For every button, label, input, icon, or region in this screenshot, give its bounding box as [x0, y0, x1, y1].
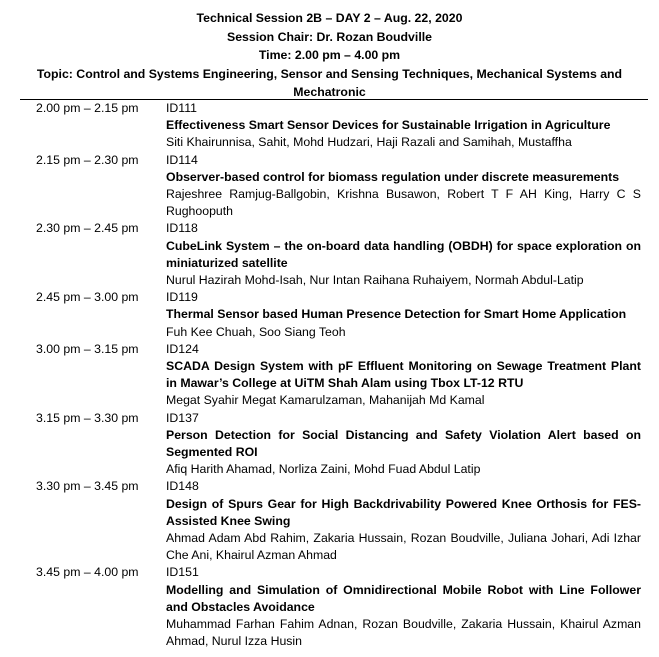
paper-authors: Fuh Kee Chuah, Soo Siang Teoh — [166, 324, 346, 339]
schedule-row — [0, 289, 659, 341]
time-slot: 3.45 pm – 4.00 pm — [36, 565, 139, 580]
paper-authors: Muhammad Farhan Fahim Adnan, Rozan Boudville, Zakaria Hussain, Khairul Azman Ahmad, Nurul Izza Husin — [166, 617, 641, 649]
session-title: Technical Session 2B – DAY 2 – Aug. 22, 2020 — [196, 11, 463, 25]
time-slot: 2.45 pm – 3.00 pm — [36, 290, 139, 305]
schedule-row — [0, 410, 659, 479]
schedule-row — [0, 100, 659, 152]
paper-id: ID148 — [166, 479, 199, 494]
paper-title: Thermal Sensor based Human Presence Detection for Smart Home Application — [166, 307, 627, 322]
paper-authors: Nurul Hazirah Mohd-Isah, Nur Intan Raihana Ruhaiyem, Normah Abdul-Latip — [166, 273, 584, 288]
paper-entry — [166, 152, 641, 221]
paper-entry — [166, 100, 641, 152]
paper-title: CubeLink System – the on-board data handling (OBDH) for space exploration on miniaturized satellite — [166, 238, 641, 270]
paper-authors: Megat Syahir Megat Kamarulzaman, Mahanijah Md Kamal — [166, 393, 485, 408]
paper-title: Design of Spurs Gear for High Backdrivability Powered Knee Orthosis for FES-Assisted Knee Swing — [166, 496, 641, 528]
session-time: Time: 2.00 pm – 4.00 pm — [258, 48, 401, 62]
session-chair: Session Chair: Dr. Rozan Boudville — [227, 29, 432, 44]
paper-title: Modelling and Simulation of Omnidirectional Mobile Robot with Line Follower and Obstacles Avoidance — [166, 582, 641, 614]
schedule-row — [0, 564, 659, 650]
paper-entry — [166, 410, 641, 479]
schedule-row — [0, 341, 659, 410]
paper-id: ID114 — [166, 152, 198, 167]
schedule-row — [0, 220, 659, 289]
paper-authors: Afiq Harith Ahamad, Norliza Zaini, Mohd Fuad Abdul Latip — [166, 462, 481, 477]
paper-id: ID151 — [166, 565, 199, 580]
time-slot: 2.00 pm – 2.15 pm — [36, 101, 139, 115]
paper-id: ID118 — [166, 221, 198, 236]
time-slot: 3.15 pm – 3.30 pm — [36, 410, 139, 425]
paper-entry — [166, 341, 641, 410]
paper-id: ID124 — [166, 341, 199, 356]
time-slot: 3.00 pm – 3.15 pm — [36, 341, 139, 356]
time-slot: 2.15 pm – 2.30 pm — [36, 152, 139, 167]
schedule-list — [0, 100, 659, 651]
schedule-row — [0, 152, 659, 221]
time-slot: 3.30 pm – 3.45 pm — [36, 479, 139, 494]
paper-entry — [166, 564, 641, 650]
paper-entry — [166, 220, 641, 289]
paper-entry — [166, 289, 641, 341]
paper-authors: Siti Khairunnisa, Sahit, Mohd Hudzari, Haji Razali and Samihah, Mustaffha — [166, 135, 572, 150]
session-header — [0, 9, 659, 102]
time-slot: 2.30 pm – 2.45 pm — [36, 221, 139, 236]
paper-authors: Ahmad Adam Abd Rahim, Zakaria Hussain, Rozan Boudville, Juliana Johari, Adi Izhar Che Ani, Khairul Azman Ahmad — [166, 531, 641, 563]
paper-title: Effectiveness Smart Sensor Devices for Sustainable Irrigation in Agriculture — [166, 118, 611, 133]
paper-id: ID137 — [166, 410, 199, 425]
paper-title: SCADA Design System with pF Effluent Monitoring on Sewage Treatment Plant in Mawar’s College at UiTM Shah Alam using Tbox LT-12 RTU — [166, 359, 641, 391]
paper-authors: Rajeshree Ramjug-Ballgobin, Krishna Busawon, Robert T F AH King, Harry C S Rughooputh — [166, 187, 641, 219]
paper-title: Observer-based control for biomass regulation under discrete measurements — [166, 169, 620, 184]
session-topic: Topic: Control and Systems Engineering, Sensor and Sensing Techniques, Mechanical Systems and Mechatronic — [36, 66, 623, 99]
paper-id: ID111 — [166, 101, 197, 115]
paper-entry — [166, 478, 641, 564]
paper-title: Person Detection for Social Distancing and Safety Violation Alert based on Segmented ROI — [166, 427, 641, 460]
paper-id: ID119 — [166, 290, 198, 305]
schedule-row — [0, 478, 659, 564]
